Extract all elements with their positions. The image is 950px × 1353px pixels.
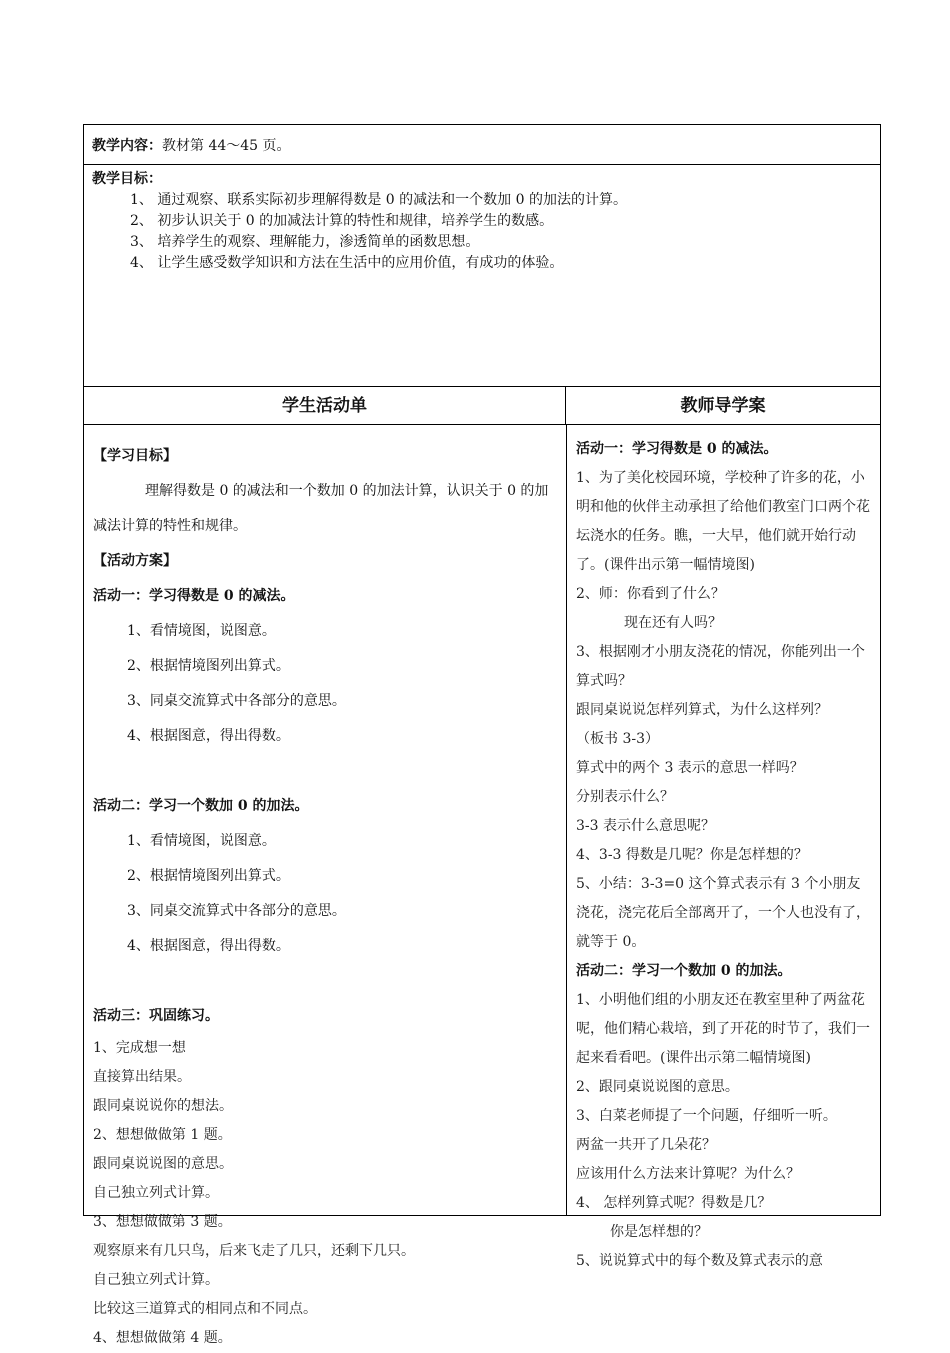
teaching-content-label: 教学内容：: [92, 138, 162, 154]
teacher-paragraph: 你是怎样想的？: [610, 1224, 708, 1240]
teacher-paragraph: 分别表示什么？: [576, 789, 674, 805]
activity2-step: 4、根据图意，得出得数。: [127, 938, 290, 954]
spacer: [93, 754, 558, 789]
goal-item: 3、 培养学生的观察、理解能力，渗透简单的函数思想。: [130, 234, 480, 250]
teacher-paragraph: 跟同桌说说怎样列算式，为什么这样列？: [576, 702, 828, 718]
activity1-step: 3、同桌交流算式中各部分的意思。: [127, 693, 346, 709]
teacher-paragraph: （板书 3-3）: [576, 731, 659, 747]
teaching-goals-title: 教学目标：: [92, 171, 162, 187]
teacher-guide-header: 教师导学案: [566, 387, 880, 425]
goal-item: 2、 初步认识关于 0 的加减法计算的特性和规律，培养学生的数感。: [130, 213, 554, 229]
goal-item: 1、 通过观察、联系实际初步理解得数是 0 的减法和一个数加 0 的加法的计算。: [130, 192, 627, 208]
student-activity-header: 学生活动单: [84, 387, 566, 425]
lesson-plan-table: [83, 124, 881, 1346]
teacher-guide-column: [567, 425, 880, 1276]
teacher-activity1-title: 活动一：学习得数是 0 的减法。: [576, 441, 778, 457]
teaching-goals-row: [84, 165, 880, 387]
teacher-paragraph: 4、 怎样列算式呢？得数是几？: [576, 1195, 772, 1211]
activity2-step: 2、根据情境图列出算式。: [127, 868, 290, 884]
activity3-line: 4、想想做做第 4 题。: [93, 1330, 232, 1346]
activity2-step: 3、同桌交流算式中各部分的意思。: [127, 903, 346, 919]
teacher-paragraph: 3-3 表示什么意思呢？: [576, 818, 715, 834]
activity3-line: 直接算出结果。: [93, 1069, 191, 1085]
teacher-paragraph: 3、根据刚才小朋友浇花的情况，你能列出一个算式吗？: [576, 644, 865, 689]
activity3-line: 跟同桌说说图的意思。: [93, 1156, 233, 1172]
activity2-title: 活动二：学习一个数加 0 的加法。: [93, 798, 309, 814]
teacher-paragraph: 2、跟同桌说说图的意思。: [576, 1079, 739, 1095]
activity3-line: 观察原来有几只鸟，后来飞走了几只，还剩下几只。: [93, 1243, 415, 1259]
activity1-step: 2、根据情境图列出算式。: [127, 658, 290, 674]
teacher-paragraph: 1、小明他们组的小朋友还在教室里种了两盆花呢，他们精心栽培，到了开花的时节了，我们一起来看看吧。(课件出示第二幅情境图): [576, 992, 870, 1066]
plan-heading: 【活动方案】: [93, 553, 177, 569]
teacher-paragraph: 现在还有人吗？: [624, 615, 722, 631]
student-activity-column: [84, 425, 566, 1353]
teacher-paragraph: 3、白菜老师提了一个问题，仔细听一听。: [576, 1108, 837, 1124]
activity3-line: 比较这三道算式的相同点和不同点。: [93, 1301, 317, 1317]
teacher-paragraph: 2、师：你看到了什么？: [576, 586, 725, 602]
study-goal-heading: 【学习目标】: [93, 448, 177, 464]
activity3-line: 跟同桌说说你的想法。: [93, 1098, 233, 1114]
activity3-line: 2、想想做做第 1 题。: [93, 1127, 232, 1143]
activity1-step: 1、看情境图，说图意。: [127, 623, 276, 639]
teacher-paragraph: 应该用什么方法来计算呢？为什么？: [576, 1166, 800, 1182]
teacher-paragraph: 5、小结：3-3=0 这个算式表示有 3 个小朋友浇花，浇完花后全部离开了，一个人也没有了，就等于 0。: [576, 876, 870, 950]
goal-item: 4、 让学生感受数学知识和方法在生活中的应用价值，有成功的体验。: [130, 255, 564, 271]
teacher-paragraph: 算式中的两个 3 表示的意思一样吗？: [576, 760, 804, 776]
teacher-paragraph: 1、为了美化校园环境，学校种了许多的花，小明和他的伙伴主动承担了给他们教室门口两个花坛浇水的任务。瞧，一大早，他们就开始行动了。(课件出示第一幅情境图): [576, 470, 870, 573]
teacher-paragraph: 两盆一共开了几朵花？: [576, 1137, 716, 1153]
activity3-title: 活动三：巩固练习。: [93, 1008, 219, 1024]
teacher-paragraph: 5、说说算式中的每个数及算式表示的意: [576, 1253, 823, 1269]
teaching-content-row: [84, 125, 880, 165]
activity2-step: 1、看情境图，说图意。: [127, 833, 276, 849]
activity3-line: 1、完成想一想: [93, 1040, 186, 1056]
teacher-paragraph: 4、3-3 得数是几呢？你是怎样想的？: [576, 847, 808, 863]
activity3-line: 自己独立列式计算。: [93, 1272, 219, 1288]
activity3-line: 3、想想做做第 3 题。: [93, 1214, 232, 1230]
teacher-activity2-title: 活动二：学习一个数加 0 的加法。: [576, 963, 792, 979]
activity3-line: 自己独立列式计算。: [93, 1185, 219, 1201]
teaching-content-text: 教材第 44～45 页。: [162, 138, 291, 154]
activity1-title: 活动一：学习得数是 0 的减法。: [93, 588, 295, 604]
spacer: [93, 964, 558, 999]
study-goal-text: 理解得数是 0 的减法和一个数加 0 的加法计算，认识关于 0 的加减法计算的特性和规律。: [93, 483, 549, 534]
activity1-step: 4、根据图意，得出得数。: [127, 728, 290, 744]
